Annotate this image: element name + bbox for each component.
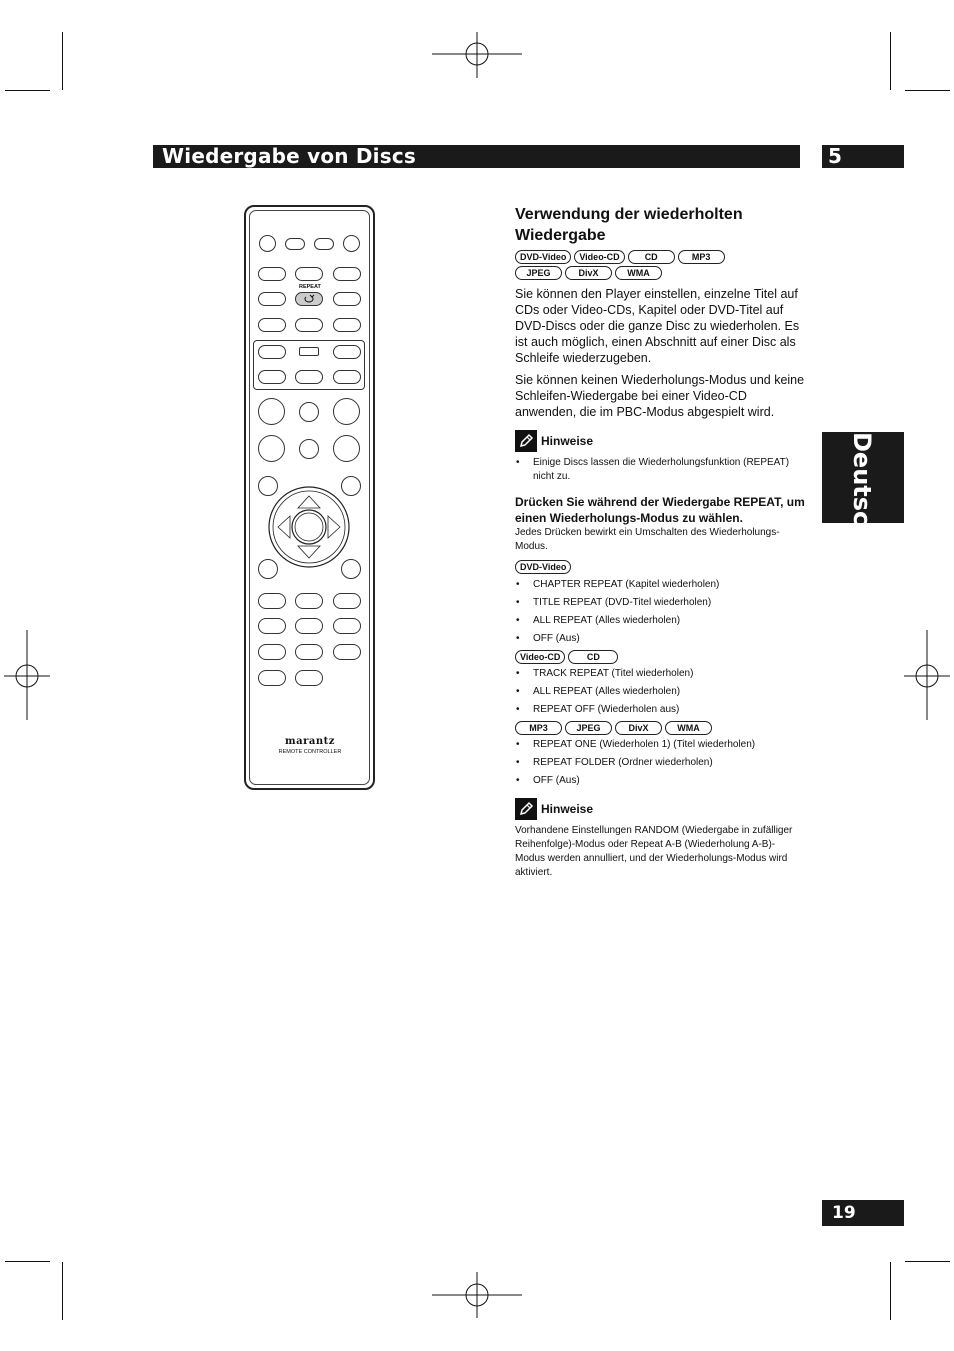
remote-button <box>333 593 361 609</box>
remote-button <box>258 435 285 462</box>
format-badge: DivX <box>565 266 612 280</box>
instruction-sub: Jedes Drücken bewirkt ein Umschalten des Wiederholungs-Modus. <box>515 527 780 552</box>
remote-button <box>258 267 286 281</box>
mp3-list <box>515 738 805 788</box>
section-title: Verwendung der wiederholten Wiedergabe <box>515 206 743 244</box>
remote-button <box>295 593 323 609</box>
vcd-badges <box>515 650 745 664</box>
note-list <box>515 456 805 484</box>
remote-button <box>285 238 305 250</box>
remote-caption: REMOTE CONTROLLER <box>278 749 342 755</box>
remote-button <box>295 670 323 686</box>
remote-button <box>299 402 319 422</box>
format-badge: JPEG <box>515 266 562 280</box>
format-badge: WMA <box>665 721 712 735</box>
remote-button <box>295 318 323 332</box>
note-label: Hinweise <box>541 434 594 448</box>
remote-button <box>333 618 361 634</box>
note-label: Hinweise <box>541 802 594 816</box>
remote-button <box>258 593 286 609</box>
vcd-list <box>515 667 805 717</box>
remote-button <box>333 267 361 281</box>
remote-button <box>258 670 286 686</box>
list-item: • REPEAT ONE (Wiederholen 1) (Titel wiederholen) <box>515 738 805 752</box>
note-heading <box>515 430 805 452</box>
page-number: 19 <box>832 1203 856 1223</box>
content-column <box>515 204 805 880</box>
remote-button <box>333 292 361 306</box>
format-badge: JPEG <box>565 721 612 735</box>
remote-button <box>295 618 323 634</box>
remote-button <box>259 235 276 252</box>
remote-button <box>258 398 285 425</box>
registration-mark-right <box>904 630 950 720</box>
dvd-list <box>515 578 805 646</box>
format-badge: Video-CD <box>515 650 565 664</box>
pencil-icon <box>515 798 537 820</box>
remote-button <box>333 345 361 359</box>
format-badge: Video-CD <box>574 250 624 264</box>
list-item: • OFF (Aus) <box>515 632 805 646</box>
format-badge: DivX <box>615 721 662 735</box>
remote-button <box>333 370 361 384</box>
dvd-badges <box>515 560 745 574</box>
format-badges <box>515 250 745 280</box>
instruction: Drücken Sie während der Wiedergabe REPEAT, um einen Wiederholungs-Modus zu wählen. <box>515 495 805 525</box>
remote-button <box>333 398 360 425</box>
list-item: • ALL REPEAT (Alles wiederholen) <box>515 614 805 628</box>
remote-button <box>258 644 286 660</box>
registration-mark-bottom <box>432 1272 522 1318</box>
repeat-icon <box>296 293 322 305</box>
list-item: • REPEAT FOLDER (Ordner wiederholen) <box>515 756 805 770</box>
remote-button <box>333 318 361 332</box>
list-item: • ALL REPEAT (Alles wiederholen) <box>515 685 805 699</box>
remote-button <box>295 267 323 281</box>
remote-button <box>258 318 286 332</box>
paragraph: Sie können den Player einstellen, einzelne Titel auf CDs oder Video-CDs, Kapitel oder DVD-Titel auf DVD-Discs oder die ganze Disc zu wiederholen. Es ist auch möglich, einen Abschnitt auf einer Disc als Schleife wiederzugeben. <box>515 287 800 365</box>
paragraph: Sie können keinen Wiederholungs-Modus und keine Schleifen-Wiedergabe bei einer Video-CD anwenden, die im PBC-Modus abgespielt wird. <box>515 373 805 419</box>
list-item: • TITLE REPEAT (DVD-Titel wiederholen) <box>515 596 805 610</box>
remote-button <box>258 618 286 634</box>
remote-button <box>258 345 286 359</box>
remote-button <box>258 370 286 384</box>
list-item: • CHAPTER REPEAT (Kapitel wiederholen) <box>515 578 805 592</box>
repeat-label: REPEAT <box>299 284 321 290</box>
mp3-badges <box>515 721 745 735</box>
page-title: Wiedergabe von Discs <box>162 144 416 168</box>
remote-button <box>295 644 323 660</box>
remote-button <box>258 559 278 579</box>
format-badge: CD <box>568 650 618 664</box>
remote-button <box>258 292 286 306</box>
remote-button <box>299 439 319 459</box>
format-badge: WMA <box>615 266 662 280</box>
pencil-icon <box>515 430 537 452</box>
format-badge: DVD-Video <box>515 250 571 264</box>
list-item: • REPEAT OFF (Wiederholen aus) <box>515 703 805 717</box>
registration-mark-left <box>4 630 50 720</box>
remote-button <box>333 644 361 660</box>
language-tab-label: Deutsch <box>848 432 876 543</box>
list-item: • OFF (Aus) <box>515 774 805 788</box>
format-badge: MP3 <box>678 250 725 264</box>
list-item: • Einige Discs lassen die Wiederholungsfunktion (REPEAT) nicht zu. <box>515 456 805 484</box>
note-text: Vorhandene Einstellungen RANDOM (Wiedergabe in zufälliger Reihenfolge)-Modus oder Repeat A-B (Wiederholung A-B)-Modus werden annulliert, und der Wiederholungs-Modus wird aktiviert. <box>515 825 793 878</box>
remote-button <box>333 435 360 462</box>
remote-brand-logo: marantz <box>285 736 335 747</box>
remote-button <box>343 235 360 252</box>
remote-button <box>314 238 334 250</box>
format-badge: DVD-Video <box>515 560 571 574</box>
dpad <box>268 486 350 568</box>
format-badge: MP3 <box>515 721 562 735</box>
remote-button <box>295 370 323 384</box>
list-item: • TRACK REPEAT (Titel wiederholen) <box>515 667 805 681</box>
note-heading <box>515 798 805 820</box>
remote-button <box>299 347 319 356</box>
registration-mark-top <box>432 32 522 78</box>
format-badge: CD <box>628 250 675 264</box>
chapter-number: 5 <box>828 144 842 168</box>
remote-button <box>341 559 361 579</box>
repeat-button <box>295 292 323 306</box>
